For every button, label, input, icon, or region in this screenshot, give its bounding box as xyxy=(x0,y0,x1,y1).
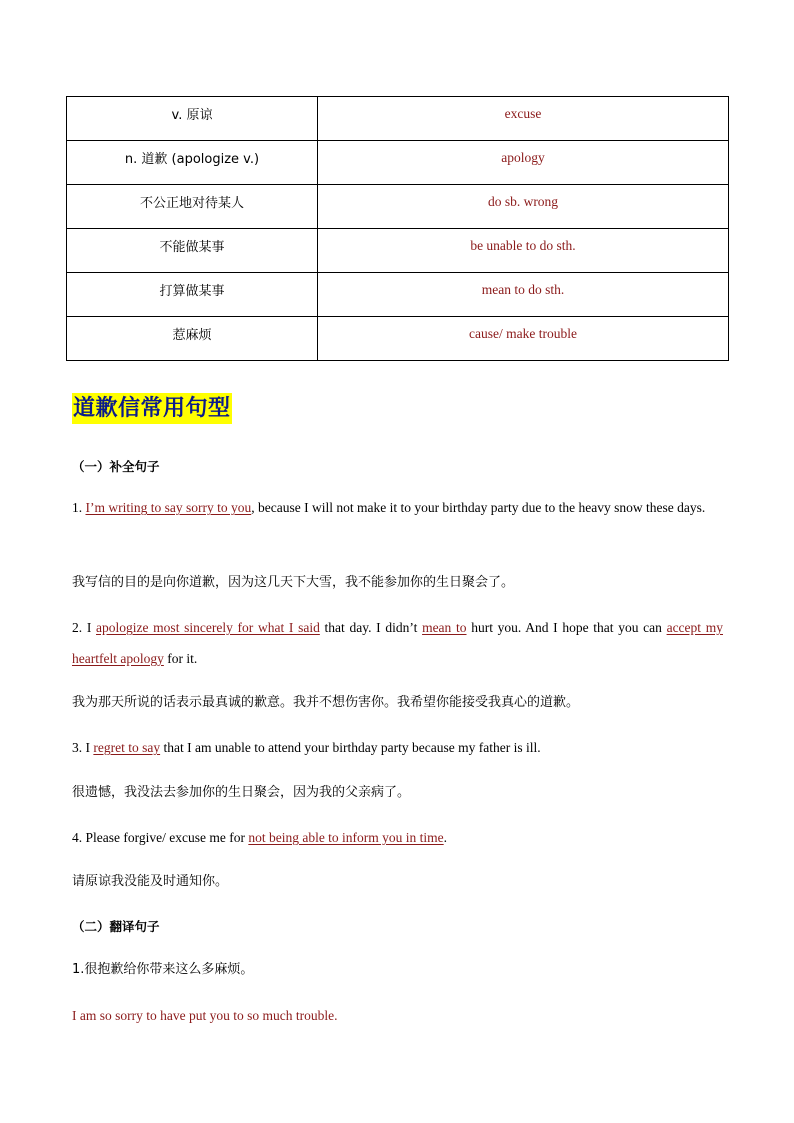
exercise-sentence-3 xyxy=(72,732,723,763)
sentence-number: 2. I xyxy=(72,620,97,635)
answer-text: not being able to inform you in time xyxy=(248,830,444,845)
table-row xyxy=(67,273,729,317)
part1-heading: （一）补全句子 xyxy=(72,459,160,474)
sentence-text: that day. I didn’t xyxy=(319,620,423,635)
exercise-sentence-4 xyxy=(72,822,723,853)
table-row xyxy=(67,185,729,229)
translation-line-4: 请原谅我没能及时通知你。 xyxy=(72,874,229,889)
sentence-text: that I am unable to attend your birthday party because my father is ill. xyxy=(160,740,541,755)
sentence-number: 1. xyxy=(72,500,86,515)
translate-prompt-1: 1.很抱歉给你带来这么多麻烦。 xyxy=(72,962,254,977)
sentence-text: . xyxy=(443,830,448,845)
vocab-chinese-cell: v. 原谅 xyxy=(67,97,318,141)
translation-line-3: 很遗憾，我没法去参加你的生日聚会，因为我的父亲病了。 xyxy=(72,785,411,800)
exercise-sentence-2 xyxy=(72,612,723,674)
sentence-text: hurt you. And I hope that you can xyxy=(466,620,667,635)
answer-text: apologize most sincerely for what I said xyxy=(96,620,320,635)
exercise-sentence-1 xyxy=(72,492,723,523)
vocab-english-cell: apology xyxy=(318,141,729,185)
vocab-english-cell: excuse xyxy=(318,97,729,141)
translation-line-1: 我写信的目的是向你道歉，因为这几天下大雪，我不能参加你的生日聚会了。 xyxy=(72,575,515,590)
vocab-english-cell: do sb. wrong xyxy=(318,185,729,229)
part2-heading: （二）翻译句子 xyxy=(72,919,160,934)
table-row xyxy=(67,97,729,141)
vocab-english-cell: cause/ make trouble xyxy=(318,317,729,361)
sentence-number: 4. Please forgive/ excuse me for xyxy=(72,830,249,845)
vocab-chinese-cell: 不公正地对待某人 xyxy=(67,185,318,229)
vocab-english-cell: mean to do sth. xyxy=(318,273,729,317)
table-row xyxy=(67,317,729,361)
vocab-english-cell: be unable to do sth. xyxy=(318,229,729,273)
table-row xyxy=(67,229,729,273)
answer-text: accept my heartfelt apology xyxy=(72,620,723,666)
vocabulary-table xyxy=(66,96,729,361)
vocab-chinese-cell: 惹麻烦 xyxy=(67,317,318,361)
translate-answer-1 xyxy=(72,1000,723,1031)
answer-text: regret to say xyxy=(93,740,161,755)
sentence-number: 3. I xyxy=(72,740,94,755)
sentence-text: for it. xyxy=(163,651,198,666)
sentence-text: , because I will not make it to your birthday party due to the heavy snow these days. xyxy=(251,500,706,515)
answer-text: I’m writing to say sorry to you xyxy=(85,500,252,515)
vocab-chinese-cell: 打算做某事 xyxy=(67,273,318,317)
answer-text: mean to xyxy=(422,620,467,635)
translation-line-2: 我为那天所说的话表示最真诚的歉意。我并不想伤害你。我希望你能接受我真心的道歉。 xyxy=(72,695,580,710)
section-title: 道歉信常用句型 xyxy=(72,393,232,424)
vocab-chinese-cell: n. 道歉 (apologize v.) xyxy=(67,141,318,185)
vocab-chinese-cell: 不能做某事 xyxy=(67,229,318,273)
table-row xyxy=(67,141,729,185)
answer-text: I am so sorry to have put you to so much trouble. xyxy=(72,1008,338,1023)
